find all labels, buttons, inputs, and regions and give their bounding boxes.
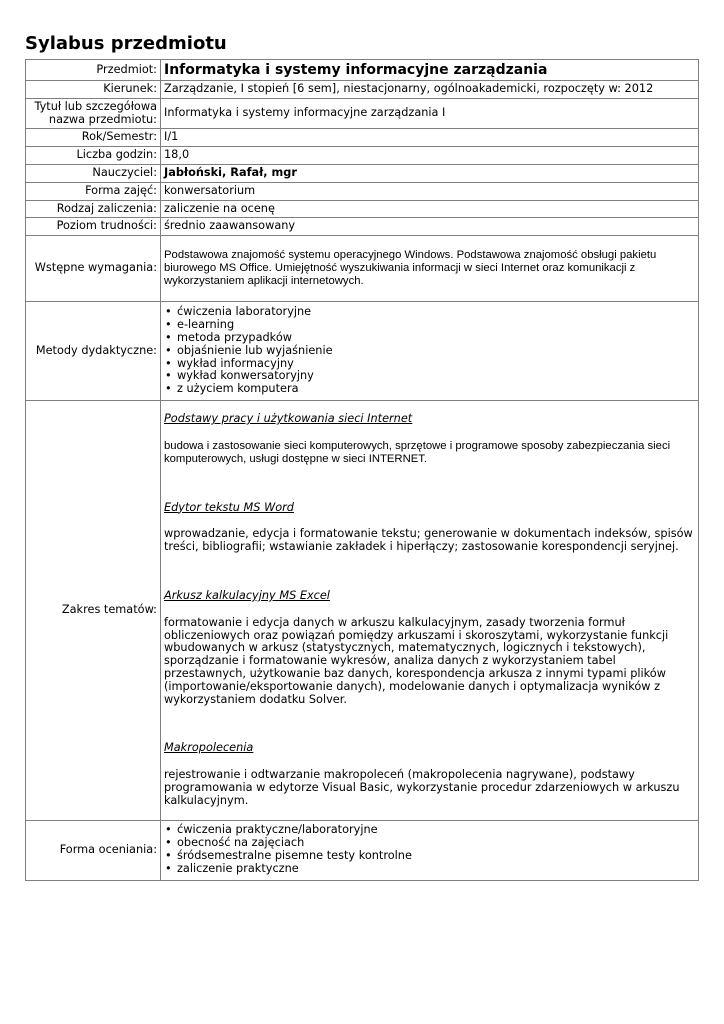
list-item-text: śródsemestralne pisemne testy kontrolne: [177, 849, 412, 863]
value-ocenianie: [161, 820, 699, 880]
label-wymagania: Wstępne wymagania:: [26, 236, 161, 302]
label-ocenianie: Forma oceniania:: [26, 820, 161, 880]
row-wymagania: [26, 236, 699, 302]
row-tytul: [26, 98, 699, 129]
list-item-text: zaliczenie praktyczne: [177, 861, 299, 875]
topic-title: Makropolecenia: [164, 741, 254, 755]
label-poziom: Poziom trudności:: [26, 218, 161, 236]
list-item-text: z użyciem komputera: [177, 382, 299, 396]
label-kierunek: Kierunek:: [26, 81, 161, 99]
topic-body: formatowanie i edycja danych w arkuszu kalkulacyjnym, zasady tworzenia formuł obliczeniowych oraz powiązań pomiędzy arkuszami i skoroszytami, wykorzystanie funkcji wbudowanych w arkusz (statystycznych, matematycznych, logicznych i tekstowych), sporządzanie i formatowanie wykresów, analiza danych z wykorzystaniem tabel przestawnych, użytkowanie baz danych, korespondencja arkusza z innymi typami plików (importowanie/eksportowanie danych), modelowanie danych i optymalizacja wyników z wykorzystaniem dodatku Solver.: [164, 615, 669, 706]
bullet-icon: •: [165, 836, 172, 850]
label-zakres: Zakres tematów:: [26, 401, 161, 820]
value-rok: I/1: [161, 129, 699, 147]
list-item: [164, 863, 695, 876]
list-item-text: metoda przypadków: [177, 330, 292, 344]
bullet-icon: •: [165, 382, 172, 396]
metody-list: [164, 306, 695, 396]
value-kierunek: Zarządzanie, I stopień [6 sem], niestacjonarny, ogólnoakademicki, rozpoczęty w: 2012: [161, 81, 699, 99]
bullet-icon: •: [165, 343, 172, 357]
topic-body: wprowadzanie, edycja i formatowanie tekstu; generowanie w dokumentach indeksów, spisów treści, bibliografii; wstawianie zakładek i hiperłączy; zastosowanie korespondencji seryjnej.: [164, 527, 693, 554]
bullet-icon: •: [165, 356, 172, 370]
bullet-icon: •: [165, 330, 172, 344]
label-przedmiot: Przedmiot:: [26, 60, 161, 81]
row-rok: [26, 129, 699, 147]
row-forma-zajec: [26, 182, 699, 200]
value-nauczyciel: Jabłoński, Rafał, mgr: [161, 164, 699, 182]
ocenianie-list: [164, 824, 695, 875]
row-ocenianie: [26, 820, 699, 880]
list-item-text: wykład informacyjny: [177, 356, 294, 370]
bullet-icon: •: [165, 305, 172, 319]
row-zaliczenie: [26, 200, 699, 218]
value-zaliczenie: zaliczenie na ocenę: [161, 200, 699, 218]
label-godziny: Liczba godzin:: [26, 147, 161, 165]
value-forma-zajec: konwersatorium: [161, 182, 699, 200]
value-zakres: [161, 401, 699, 820]
row-przedmiot: [26, 60, 699, 81]
list-item-text: obecność na zajęciach: [177, 836, 305, 850]
topic-body: rejestrowanie i odtwarzanie makropoleceń (makropolecenia nagrywane), podstawy programowania w edytorze Visual Basic, wykorzystanie procedur zdarzeniowych w arkuszu kalkulacyjnym.: [164, 768, 680, 807]
row-metody: [26, 302, 699, 401]
label-forma-zajec: Forma zajęć:: [26, 182, 161, 200]
topic-title: Arkusz kalkulacyjny MS Excel: [164, 588, 330, 602]
row-zakres: [26, 401, 699, 820]
syllabus-table: [25, 59, 699, 881]
bullet-icon: •: [165, 861, 172, 875]
label-zaliczenie: Rodzaj zaliczenia:: [26, 200, 161, 218]
label-tytul-line2: nazwa przedmiotu:: [48, 112, 157, 126]
list-item-text: wykład konwersatoryjny: [177, 369, 314, 383]
page-title: Sylabus przedmiotu: [25, 33, 227, 54]
label-rok: Rok/Semestr:: [26, 129, 161, 147]
value-poziom: średnio zaawansowany: [161, 218, 699, 236]
value-godziny: 18,0: [161, 147, 699, 165]
topic-title: Edytor tekstu MS Word: [164, 500, 294, 514]
bullet-icon: •: [165, 823, 172, 837]
list-item-text: e-learning: [177, 318, 235, 332]
bullet-icon: •: [165, 849, 172, 863]
row-poziom: [26, 218, 699, 236]
list-item: [164, 383, 695, 396]
bullet-icon: •: [165, 369, 172, 383]
value-wymagania: Podstawowa znajomość systemu operacyjnego Windows. Podstawowa znajomość obsługi pakietu biurowego MS Office. Umiejętność wyszukiwania informacji w sieci Internet oraz komunikacji z wykorzystaniem aplikacji internetowych.: [161, 236, 699, 302]
list-item: [164, 306, 695, 319]
list-item-text: ćwiczenia praktyczne/laboratoryjne: [177, 823, 378, 837]
topic-title: Podstawy pracy i użytkowania sieci Internet: [164, 412, 413, 426]
topic-body: budowa i zastosowanie sieci komputerowych, sprzętowe i programowe sposoby zabezpieczania sieci komputerowych, usługi dostępne w sieci INTERNET.: [164, 439, 671, 465]
label-tytul: [26, 98, 161, 129]
bullet-icon: •: [165, 318, 172, 332]
list-item-text: objaśnienie lub wyjaśnienie: [177, 343, 333, 357]
label-tytul-line1: Tytuł lub szczegółowa: [34, 99, 157, 113]
row-kierunek: [26, 81, 699, 99]
list-item-text: ćwiczenia laboratoryjne: [177, 305, 312, 319]
value-przedmiot: Informatyka i systemy informacyjne zarządzania: [161, 60, 699, 81]
row-godziny: [26, 147, 699, 165]
label-nauczyciel: Nauczyciel:: [26, 164, 161, 182]
value-tytul: Informatyka i systemy informacyjne zarządzania I: [161, 98, 699, 129]
label-metody: Metody dydaktyczne:: [26, 302, 161, 401]
value-metody: [161, 302, 699, 401]
row-nauczyciel: [26, 164, 699, 182]
